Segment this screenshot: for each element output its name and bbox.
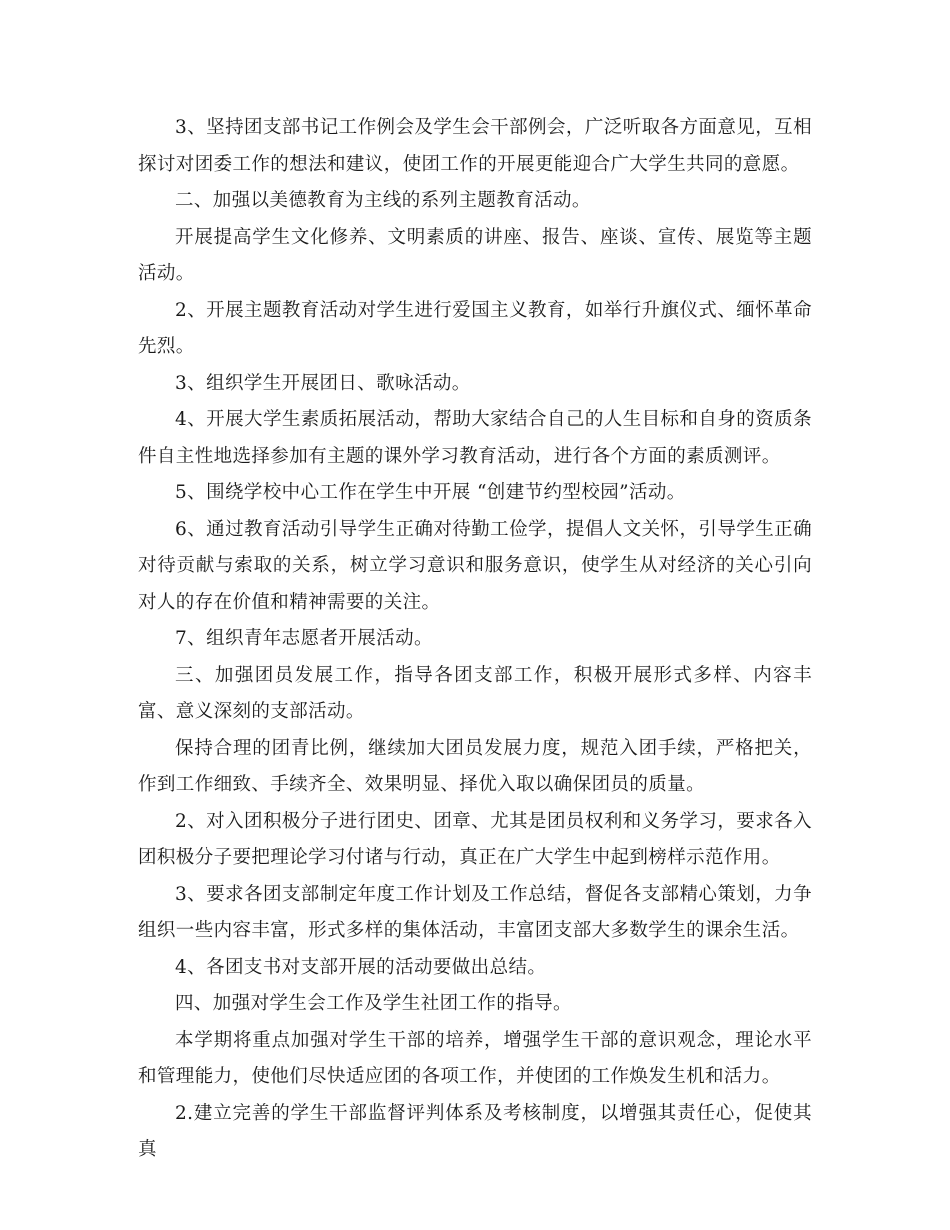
paragraph-8: 7、组织青年志愿者开展活动。 bbox=[175, 628, 433, 649]
paragraph-12: 4、各团支书对支部开展的活动要做出总结。 bbox=[175, 956, 547, 978]
paragraph-9: 保持合理的团青比例，继续加大团员发展力度，规范入团手续，严格把关，作到工作细致、手续齐全、效果明显、择优入取以确保团员的质量。 bbox=[138, 737, 812, 795]
paragraph-13: 本学期将重点加强对学生干部的培养，增强学生干部的意识观念，理论水平和管理能力，使他们尽快适应团的各项工作，并使团的工作焕发生机和活力。 bbox=[138, 1029, 812, 1087]
paragraph-2: 开展提高学生文化修养、文明素质的讲座、报告、座谈、宣传、展览等主题活动。 bbox=[138, 226, 812, 284]
paragraph-11: 3、要求各团支部制定年度工作计划及工作总结，督促各支部精心策划，力争组织一些内容丰富，形式多样的集体活动，丰富团支部大多数学生的课余生活。 bbox=[138, 883, 812, 941]
paragraph-10: 2、对入团积极分子进行团史、团章、尤其是团员权利和义务学习，要求各入团积极分子要把理论学习付诸与行动，真正在广大学生中起到榜样示范作用。 bbox=[138, 810, 812, 868]
heading-section-4: 四、加强对学生会工作及学生社团工作的指导。 bbox=[175, 993, 572, 1014]
paragraph-14: 2.建立完善的学生干部监督评判体系及考核制度，以增强其责任心，促使其真 bbox=[138, 1102, 812, 1160]
paragraph-5: 4、开展大学生素质拓展活动，帮助大家结合自己的人生目标和自身的资质条件自主性地选择参加有主题的课外学习教育活动，进行各个方面的素质测评。 bbox=[138, 409, 812, 467]
heading-section-2: 二、加强以美德教育为主线的系列主题教育活动。 bbox=[175, 190, 591, 211]
paragraph-1: 3、坚持团支部书记工作例会及学生会干部例会，广泛听取各方面意见，互相探讨对团委工作的想法和建议，使团工作的开展更能迎合广大学生共同的意愿。 bbox=[138, 117, 812, 175]
document-body bbox=[138, 110, 812, 1169]
paragraph-7: 6、通过教育活动引导学生正确对待勤工俭学，提倡人文关怀，引导学生正确对待贡献与索取的关系，树立学习意识和服务意识，使学生从对经济的关心引向对人的存在价值和精神需要的关注。 bbox=[138, 518, 812, 613]
paragraph-4: 3、组织学生开展团日、歌咏活动。 bbox=[175, 372, 471, 394]
heading-section-3: 三、加强团员发展工作，指导各团支部工作，积极开展形式多样、内容丰富、意义深刻的支部活动。 bbox=[138, 664, 812, 722]
paragraph-3: 2、开展主题教育活动对学生进行爱国主义教育，如举行升旗仪式、缅怀革命先烈。 bbox=[138, 299, 812, 357]
paragraph-6: 5、围绕学校中心工作在学生中开展 “创建节约型校园”活动。 bbox=[175, 482, 686, 503]
